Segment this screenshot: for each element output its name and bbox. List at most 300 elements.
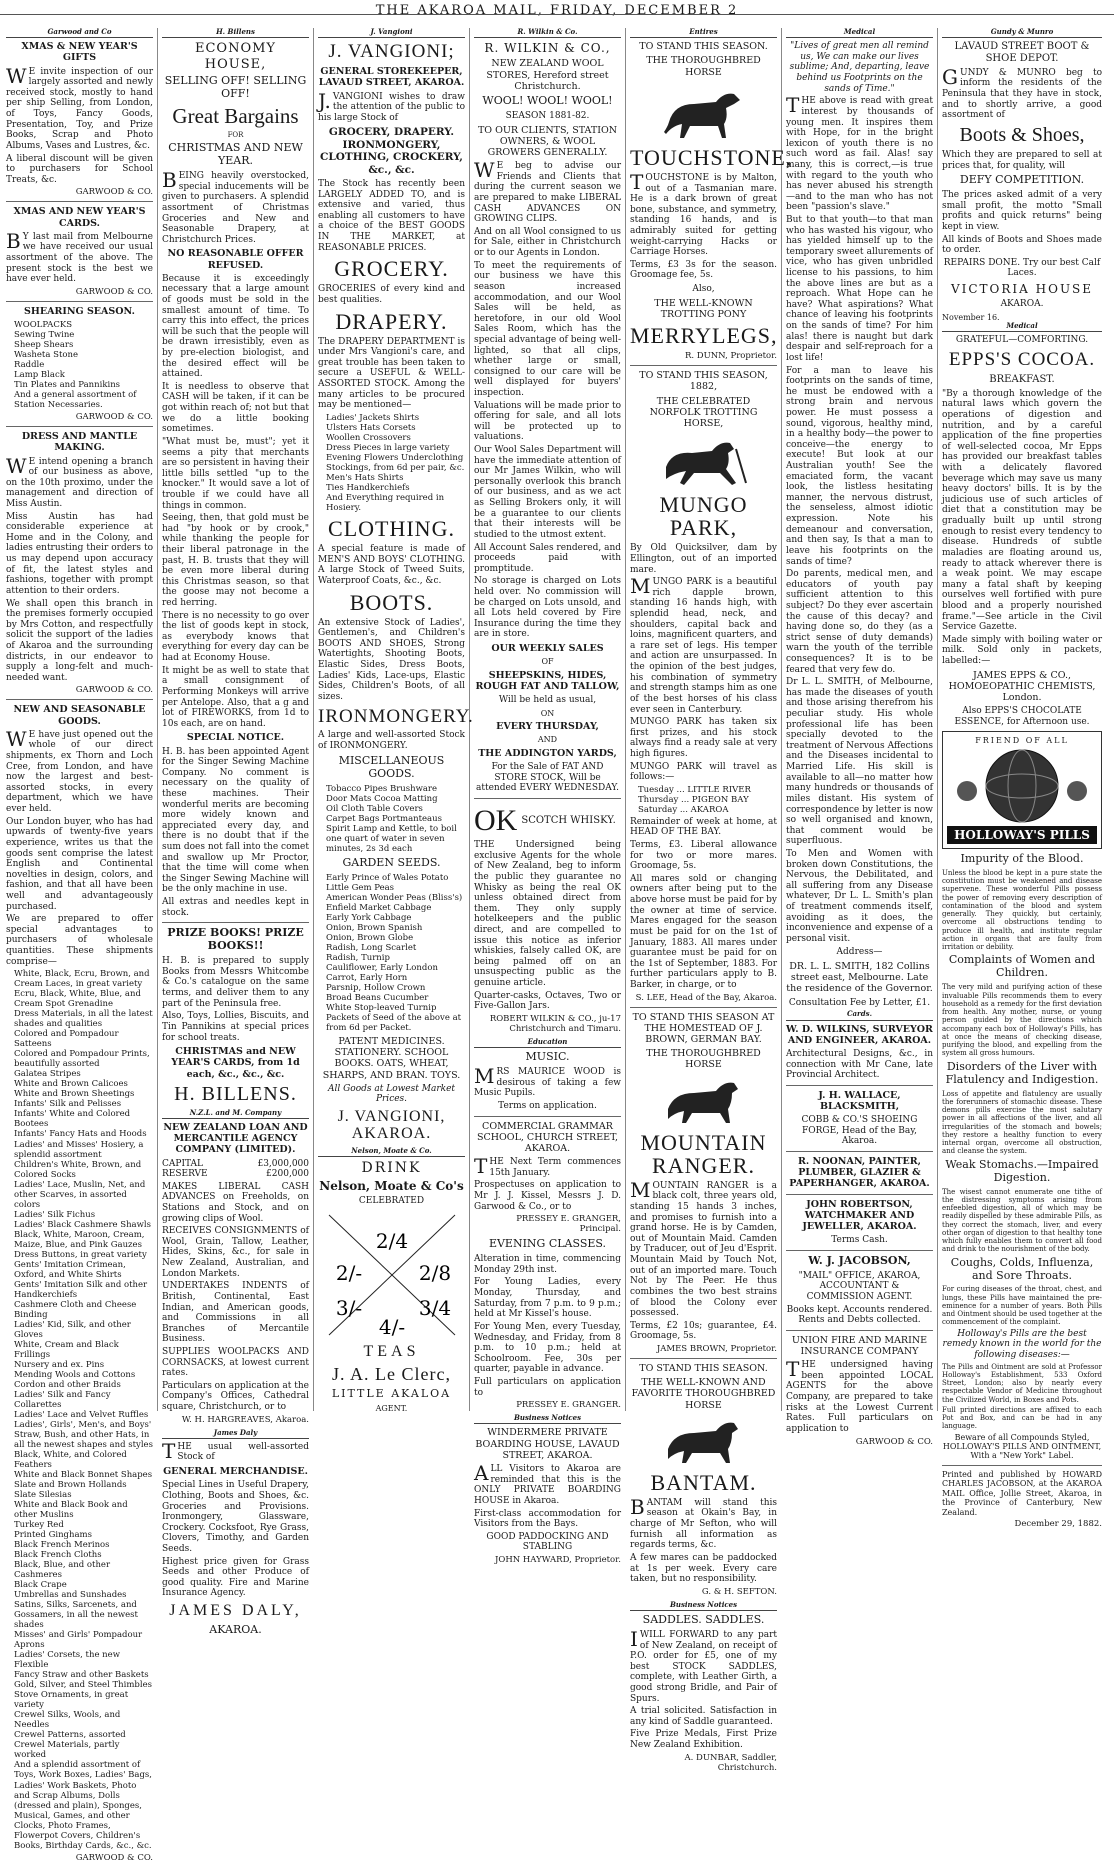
- ad-heading: THE THOROUGHBRED HORSE: [646, 1048, 761, 1071]
- ad-text: GROCERIES of every kind and best qualities.: [318, 284, 465, 305]
- list-item: Ladies' Corsets, the new Flexible: [14, 1650, 120, 1671]
- section-header: Medical: [942, 322, 1102, 332]
- list-item: Slate and Brown Hollands: [14, 1480, 127, 1491]
- ad-text: THE Next Term commences 15th January.: [474, 1154, 621, 1179]
- ad-signature: JOHN HAYWARD, Proprietor.: [494, 1554, 621, 1565]
- ad-text: WE have just opened out the whole of our direct shipments, ex Thorn and Loch Cree, from London, and have now the largest and best-assorted stocks, in every department, which we have ever held.: [6, 726, 153, 815]
- card-heading: J. H. WALLACE, BLACKSMITH,: [818, 1089, 901, 1112]
- ad-heading: XMAS & NEW YEAR'S GIFTS: [21, 41, 138, 64]
- ad-text: For the Sale of FAT AND STORE STOCK, Will be attended EVERY WEDNESDAY.: [475, 761, 619, 794]
- ad-heading: MUSIC.: [525, 1050, 570, 1064]
- list-item: Ecru, Black, White, Blue, and Cream Spot Grenadine: [14, 989, 141, 1010]
- list-item: White and Black Book and other Muslins: [14, 1500, 128, 1521]
- horse-engraving-icon: [654, 1075, 754, 1127]
- list-item: Radish, Turnip: [326, 952, 390, 963]
- ad-text: A trial solicited. Satisfaction in any kind of Saddle guaranteed.: [630, 1706, 777, 1727]
- ad-signature: JAMES EPPS & CO., HOMOEOPATHIC CHEMISTS, London.: [948, 669, 1096, 703]
- firm-name: VICTORIA HOUSE: [950, 281, 1094, 296]
- card-text: Architectural Designs, &c., in connection with Mr Cane, late Provincial Architect.: [786, 1048, 933, 1081]
- list-item: Men's Hats Shirts: [326, 472, 404, 483]
- ad-headline: Boots & Shoes,: [959, 123, 1085, 146]
- ad-signature: JAMES BROWN, Proprietor.: [656, 1343, 777, 1354]
- ad-signature: GARWOOD & CO.: [75, 685, 153, 696]
- ad-text: A few mares can be paddocked at 1s per week. Every care taken, but no responsibility.: [630, 1552, 777, 1585]
- ad-signature: W. H. HARGREAVES, Akaroa.: [181, 1414, 309, 1425]
- list-item: Black Crape: [14, 1580, 67, 1591]
- horse-engraving-icon: [654, 1415, 754, 1467]
- horse-engraving-icon: [654, 82, 754, 142]
- masthead: [0, 0, 1114, 22]
- list-item: Early Prince of Wales Potato: [326, 872, 449, 883]
- list-item: Turkey Red: [14, 1520, 64, 1531]
- column-5: [626, 27, 793, 1773]
- ad-heading: EVERY THURSDAY,: [496, 721, 599, 733]
- list-item: Dress Materials, in all the latest shades and qualities: [14, 1009, 153, 1030]
- ad-text: Unless the blood be kept in a pure state the constitution must be weakened and disease supervene. These wonderful Pills possess the power of removing every description of contamination of the blood and system generally. They quickly, but certainly, overcome all obstructions tending to produce ill health, and institute regular action in organs that are faulty from irritation or debility.: [942, 868, 1102, 952]
- ad-signature: S. LEE, Head of the Bay, Akaroa.: [635, 992, 777, 1003]
- ad-text: For curing diseases of the throat, chest, and lungs, these Pills have maintained the pre-eminence for a number of years. Both Pills and Ointment should be used together at the commencement of the complaint.: [942, 1285, 1102, 1327]
- tea-price: 3/4: [418, 1296, 451, 1321]
- list-item: And a splendid assortment of Toys, Work Boxes, Ladies' Bags, Ladies' Work Baskets, Photo and Scrap Albums, Dolls (dressed and plain), Sponges, Musical, Games, and other Clocks, Photo Frames, Flowerpot Covers, Children's Books, Birthday Cards, &c., &c.: [14, 1760, 152, 1851]
- list-item: Dress Buttons, in great variety: [14, 1249, 147, 1260]
- ad-text: Consultation Fee by Letter, £1.: [788, 997, 931, 1008]
- divider: [162, 922, 309, 923]
- ad-subtitle: GENERAL STOREKEEPER, LAVAUD STREET, AKAROA.: [318, 66, 465, 89]
- ad-heading: TO STAND THIS SEASON.: [639, 41, 768, 53]
- ad-heading: MISCELLANEOUS GOODS.: [338, 753, 445, 780]
- ad-text: Also, Toys, Lollies, Biscuits, and Tin Pannikins at special prices for school treats.: [162, 1011, 309, 1043]
- ad-text: Also EPPS'S CHOCOLATE ESSENCE, for Afternoon use.: [954, 706, 1090, 727]
- ad-text: BEING heavily overstocked, special inducements will be given to purchasers. A splendid assortment of Christmas Groceries and New and Seasonable Drapery, at Christchurch Prices.: [162, 168, 309, 245]
- divider: [474, 1116, 621, 1117]
- column-4: [470, 27, 626, 1565]
- divider: [786, 1250, 933, 1251]
- list-item: Early York Cabbage: [326, 912, 412, 923]
- firm-name: JAMES DALY,: [169, 1601, 302, 1619]
- capital-label: CAPITAL: [162, 1158, 203, 1169]
- reserve-row: [162, 1169, 309, 1180]
- ad-text: MUNGO PARK will travel as follows:—: [630, 761, 777, 783]
- list-item: Ladies' Silk and Fancy Collarettes: [14, 1389, 111, 1410]
- ad-word: TEAS: [363, 1343, 420, 1361]
- ad-text: All mares sold or changing owners after being put to the above horse must be paid for by the owner at time of service. Mares engaged for the season must be paid for on the 1st of January, 1883. All mares under guarantee must be paid for on the 1st of September, 1883. For further particulars apply to B. Barker, in charge, or to: [630, 873, 777, 990]
- ad-headline: BOOTS.: [349, 589, 434, 615]
- ad-heading: DRESS AND MANTLE MAKING.: [21, 431, 138, 454]
- ad-heading: CHRISTMAS and NEW YEAR'S CARDS, from 1d each, &c., &c., &c.: [171, 1046, 300, 1080]
- tea-price: 3/-: [335, 1296, 362, 1321]
- ad-subtitle: NEW ZEALAND WOOL STORES, Hereford street Christchurch.: [486, 58, 609, 92]
- section-header: Nelson, Moate & Co.: [318, 1147, 465, 1157]
- ad-text: Alteration in time, commencing Monday 29th inst.: [474, 1254, 621, 1275]
- list-item: Black French Merinos: [14, 1540, 110, 1551]
- ad-heading: TO STAND THIS SEASON, 1882,: [639, 370, 768, 393]
- goods-list: [6, 969, 153, 1850]
- ad-text: THE undersigned having been appointed LOCAL AGENTS for the above Company, are prepared to take risks at the Lowest Current Rates. Full particulars on application to: [786, 1357, 933, 1434]
- ad-text: For Young Men, every Tuesday, Wednesday, and Friday, from 8 p.m. to 10 p.m.; held at Schoolroom. Fee, 30s per quarter, payable in advance.: [474, 1321, 621, 1375]
- imprint: Printed and published by HOWARD CHARLES JACOBSON, at the AKAROA MAIL Office, Jollie Street, Akaroa, in the Province of Canterbury, New Zealand.: [942, 1469, 1102, 1517]
- ad-text: Our London buyer, who has had upwards of twenty-five years experience, writes us that the goods sent comprise the latest English and Continental novelties in design, colors, and fashion, and that all have been well and advantageously purchased.: [6, 816, 153, 912]
- ad-text: Beware of all Compounds Styled, HOLLOWAY'S PILLS AND OINTMENT, With a "New York" Label.: [942, 1432, 1102, 1461]
- ad-headline: Great Bargains: [172, 103, 299, 128]
- list-item: Satins, Silks, Sarcenets, and Gossamers, in all the newest shades: [14, 1600, 138, 1631]
- horse-name: TOUCHSTONE,: [630, 144, 793, 170]
- divider: [786, 1085, 933, 1086]
- ad-heading: NEW AND SEASONABLE GOODS.: [13, 704, 146, 727]
- list-item: Misses' and Girls' Pompadour Aprons: [14, 1630, 143, 1651]
- list-item: Dress Pieces in large variety: [326, 442, 450, 453]
- ad-text: Do parents, medical men, and educators of youth pay sufficient attention to this subject? Do they ever ascertain the cause of this decay? and having done so, do they (as a strict sense of duty demands) warn the youth of the terrible consequences? It is to be feared that very few do.: [786, 569, 933, 675]
- ad-text: Because it is exceedingly necessary that a large amount of goods must be sold in the smallest amount of time. To carry this into effect, the prices will be such that the people will be drawn irresistibly, even as by pre-election biologist, and the desired effect will be attained.: [162, 273, 309, 380]
- ad-signature: G. & H. SEFTON.: [701, 1586, 777, 1597]
- ad-text: WE beg to advise our Friends and Clients that during the current season we are prepared to make LIBERAL CASH ADVANCES ON GROWING CLIPS.: [474, 158, 621, 225]
- card-text: Books kept. Accounts rendered. Rents and Debts collected.: [786, 1304, 933, 1326]
- horse-name: MOUNTAIN RANGER.: [640, 1129, 767, 1178]
- card-text: Terms Cash.: [831, 1235, 888, 1246]
- list-item: American Wonder Peas (Bliss's): [326, 892, 463, 903]
- ad-text: First-class accommodation for Visitors from the Bays.: [474, 1508, 621, 1530]
- ad-subtitle: SELLING OFF! SELLING OFF!: [164, 73, 307, 100]
- list-item: Radish, Long Scarlet: [326, 942, 417, 953]
- list-item: Fancy Straw and other Baskets: [14, 1670, 149, 1681]
- tea-price: 2/-: [335, 1261, 362, 1286]
- brand-name: Nelson, Moate & Co's: [319, 1179, 464, 1194]
- list-item: Ulsters Hats Corsets: [326, 422, 416, 433]
- list-item: Crewel Silks, Wools, and Needles: [14, 1710, 121, 1731]
- section-header: N.Z.L. and M. Company: [162, 1109, 309, 1119]
- ad-title: J. VANGIONI;: [328, 41, 455, 63]
- column-1: [2, 27, 158, 1863]
- ad-headline: GROCERY.: [334, 256, 449, 282]
- ad-date: November 16.: [942, 312, 1000, 322]
- ad-text: Loss of appetite and flatulency are usually the forerunners of stomachic disease. These demons pills exercise the most salutary power in all affections of the liver, and all irregularities of the stomach and bowels; they restore a healthy function to every internal organ, overcome all obstruction, and cleanse the system.: [942, 1089, 1102, 1156]
- divider: [6, 426, 153, 427]
- ad-text: Full particulars on application to: [474, 1376, 621, 1398]
- ad-text: MUNGO PARK is a beautiful rich dapple brown, standing 16 hands high, with splendid head, neck, and shoulders, capital back and loins, magnificent quarters, and a rare set of legs. His temper and action are unsurpassed. In the opinion of the best judges, his combination of symmetry and strength stamps him as one of the best horses of his class ever seen in Canterbury.: [630, 574, 777, 715]
- card-heading: W. J. JACOBSON,: [808, 1253, 911, 1267]
- ad-title: R. WILKIN & CO.,: [484, 41, 611, 56]
- ad-signature: DR. L. L. SMITH, 182 Collins street east, Melbourne. Late the residence of the Governor.: [786, 961, 933, 995]
- ad-text: The DRAPERY DEPARTMENT is under Mrs Vangioni's care, and great trouble has been taken to secure a USEFUL & WELL-ASSORTED STOCK. Among the many articles to be procured may be mentioned—: [318, 336, 465, 411]
- item-list: [318, 873, 465, 1033]
- ad-heading: THE ADDINGTON YARDS,: [478, 747, 617, 759]
- ad-heading: SHEARING SEASON.: [24, 305, 135, 317]
- ad-heading: NEW ZEALAND LOAN AND MERCANTILE AGENCY COMPANY (LIMITED).: [163, 1121, 308, 1156]
- ad-text: The very mild and purifying action of these invaluable Pills recommends them to every household as a remedy for the first deviation from health. Any mother, nurse, or young person guided by the directions which accompany each box of Holloway's Pills, has at once the means of checking disease, purifying the blood, and expelling from the system all gross humours.: [942, 983, 1102, 1058]
- list-item: Onion, Brown Globe: [326, 932, 414, 943]
- list-item: White and Brown Sheetings: [14, 1089, 135, 1100]
- ad-text: Quarter-casks, Octaves, Two or Five-Gallon Jars.: [474, 990, 621, 1012]
- ad-heading: THE WELL-KNOWN TROTTING PONY: [654, 297, 753, 320]
- ad-text: WE invite inspection of our largely assorted and newly received stock, mostly to hand per ship Selling, from London, of Toys, Fancy Goods, Presentation, Toy, and Prize Books, Scrap and Photo Albums, Vases and Lustres, &c.: [6, 63, 153, 151]
- list-item: Black, Blue, and other Cashmeres: [14, 1560, 111, 1581]
- list-item: Broad Beans Cucumber: [326, 992, 429, 1003]
- ad-heading: Complaints of Women and Children.: [948, 953, 1096, 980]
- list-item: Black French Cloths: [14, 1550, 102, 1561]
- ad-heading: SPECIAL NOTICE.: [186, 732, 285, 744]
- ad-signature: GARWOOD & CO.: [75, 1852, 153, 1863]
- ad-signature: GARWOOD & CO.: [75, 286, 153, 297]
- ad-text: Five Prize Medals, First Prize New Zealand Exhibition.: [630, 1729, 777, 1751]
- schedule-list: [630, 785, 777, 815]
- list-item: Evening Flowers Underclothing: [326, 452, 464, 463]
- column-7: [938, 27, 1106, 1530]
- list-item: White Stop-leaved Turnip: [326, 1002, 437, 1013]
- agent-role: AGENT.: [375, 1403, 408, 1413]
- list-item: Carpet Bags Portmanteaus: [326, 813, 442, 824]
- ad-word: CELEBRATED: [358, 1196, 425, 1207]
- list-item: Ladies' Black Cashmere Shawls: [14, 1219, 151, 1230]
- list-item: Umbrellas and Sunshades: [14, 1590, 127, 1601]
- ad-text: For Young Ladies, every Monday, Thursday, and Saturday, from 7 p.m. to 9 p.m.; held at Mr Kissel's house.: [474, 1277, 621, 1320]
- ad-text: Miss Austin has had considerable experience at Home and in the Colony, and ladies entrusting their orders to us may depend upon accuracy of fit, the latest styles and fashions, together with prompt attention to their orders.: [6, 511, 153, 596]
- list-item: Colored and Pompadour Prints, beautifully assorted: [14, 1049, 150, 1070]
- ad-headline: IRONMONGERY.: [318, 705, 474, 727]
- ad-text: THE Undersigned being exclusive Agents for the whole of New Zealand, beg to inform the public they guarantee no Whisky as being the real OK unless obtained direct from them. They only supply hotelkeepers and the public direct, and are compelled to issue this notice as inferior whiskies, falsely called OK, are being palmed off on an unsuspecting public as the genuine article.: [474, 840, 621, 989]
- ad-text: GUNDY & MUNRO beg to inform the residents of the Peninsula that they have in stock, and to shortly arrive, a good assortment of: [942, 64, 1102, 121]
- list-item: Tobacco Pipes Brushware: [326, 783, 438, 794]
- ad-text: All Account Sales rendered, and proceeds paid with promptitude.: [474, 542, 621, 574]
- ad-heading: WINDERMERE PRIVATE BOARDING HOUSE, LAVAUD STREET, AKAROA.: [475, 1427, 620, 1461]
- logo-banner: FRIEND OF ALL: [975, 736, 1069, 746]
- ad-text: GOOD PADDOCKING AND STABLING: [486, 1531, 609, 1553]
- ad-text: "By a thorough knowledge of the natural laws which govern the operations of digestion and nutrition, and by a careful application of the fine properties of well-selected cocoa, Mr Epps has provided our breakfast tables with a delicately flavored beverage which may save us many heavy doctors' bills. It is by the judicious use of such articles of diet that a constitution may be gradually built up until strong enough to resist every tendency to disease. Hundreds of subtle maladies are floating around us, ready to attack wherever there is a weak point. We may escape many a fatal shaft by keeping ourselves well fortified with pure blood and a properly nourished frame."—See article in the Civil Service Gazette.: [942, 388, 1102, 633]
- ok-whisky-header: [474, 803, 621, 838]
- ad-heading: SHEEPSKINS, HIDES, ROUGH FAT AND TALLOW,: [475, 669, 620, 692]
- list-item: And a general assortment of Station Necessaries.: [14, 390, 137, 411]
- capital-row: [162, 1159, 309, 1170]
- list-item: Colored and Pompadour Satteens: [14, 1029, 119, 1050]
- list-item: Ladies' Lace, Muslin, Net, and other Scarves, in assorted colors: [14, 1179, 146, 1210]
- list-item: Stove Ornaments, in great variety: [14, 1690, 129, 1711]
- ad-word: Address—: [836, 947, 883, 958]
- ad-heading: EVENING CLASSES.: [488, 1237, 607, 1251]
- list-item: Ladies' Kid, Silk, and other Gloves: [14, 1319, 131, 1340]
- logo-wordmark: HOLLOWAY'S PILLS: [947, 826, 1097, 844]
- newspaper-columns: [2, 27, 1112, 1863]
- section-header: Education: [474, 1038, 621, 1048]
- ad-word: AND: [537, 735, 558, 745]
- ad-headline: EPPS'S COCOA.: [948, 349, 1096, 371]
- ad-text: The Pills and Ointment are sold at Professor Holloway's Establishment, 533 Oxford Street, London; also by nearly every respectable Vendor of Medicine throughout the Civilized World, in Boxes and Pots.: [942, 1362, 1102, 1404]
- ad-text: THE above is read with great interest by thousands of young men. It inspires them with Hope, for in the bright lexicon of youth there is no such word as fail. Alas! say many, this is correct,—is true with regard to the youth who has never abused his strength —and to the man who has not been "passion's slave.": [786, 93, 933, 213]
- ad-heading: GARDEN SEEDS.: [342, 855, 441, 869]
- column-3: [314, 27, 474, 1413]
- list-item: WOOLPACKS: [14, 320, 73, 331]
- horse-name: MUNGO PARK,: [659, 492, 748, 541]
- section-header: Gundy & Munro: [942, 28, 1102, 38]
- list-item: Parsnip, Hollow Crown: [326, 982, 426, 993]
- list-item: Saturday ... AKAROA: [638, 804, 729, 815]
- ad-text: IWILL FORWARD to any part of New Zealand, on receipt of P.O. order for £5, one of my best STOCK SADDLES, complete, with Leather Girth, a good strong Bridle, and Pair of Spurs.: [630, 1626, 777, 1704]
- ad-title: ECONOMY HOUSE,: [194, 41, 277, 72]
- divider: [630, 1358, 777, 1359]
- holloway-logo: [942, 731, 1102, 849]
- ad-signature: R. DUNN, Proprietor.: [684, 351, 777, 362]
- ad-text: We shall open this branch in the premises formerly occupied by Mrs Cotton, and respectfully solicit the support of the ladies of Akaroa and the surrounding districts, in our endeavor to supply a long-felt and much-needed want.: [6, 598, 153, 683]
- ad-text: All kinds of Boots and Shoes made to order.: [942, 234, 1102, 256]
- ad-text: A large and well-assorted Stock of IRONMONGERY.: [318, 730, 465, 752]
- ad-heading: WOOL! WOOL! WOOL!: [482, 94, 613, 108]
- ad-headline: CLOTHING.: [328, 516, 455, 542]
- ad-heading: TO STAND THIS SEASON AT THE HOMESTEAD OF J. BROWN, GERMAN BAY.: [632, 1011, 775, 1045]
- ad-heading: Disorders of the Liver with Flatulency and Indigestion.: [945, 1059, 1099, 1086]
- list-item: Infants' White and Colored Bootees: [14, 1109, 131, 1130]
- section-header: Entires: [630, 28, 777, 38]
- ad-text: Seeing, then, that gold must be had "by hook or by crook," while thanking the people for their liberal patronage in the past, H. B. trusts that they will be even more liberal during this Christmas season, so that the goose may not become a red herring.: [162, 513, 309, 609]
- ad-text: The Stock has recently been LARGELY ADDED TO, and is extensive and varied, thus enabling all customers to have a choice of the BEST GOODS IN THE MARKET, at REASONABLE PRICES.: [318, 178, 465, 253]
- ad-text: All extras and needles kept in stock.: [162, 897, 309, 918]
- ad-signature: ROBERT WILKIN & CO., ju-17 Christchurch and Timaru.: [489, 1013, 621, 1034]
- list-item: Stockings, from 6d per pair, &c.: [326, 462, 465, 473]
- ad-heading: TO STAND THIS SEASON.: [639, 1362, 768, 1374]
- ad-heading: COMMERCIAL GRAMMAR SCHOOL, CHURCH STREET, AKAROA.: [476, 1120, 619, 1155]
- ad-heading: Impurity of the Blood.: [960, 852, 1084, 866]
- tea-price: 2/4: [375, 1229, 408, 1254]
- ad-signature: GARWOOD & CO.: [855, 1436, 933, 1447]
- section-header: Business Notices: [630, 1601, 777, 1611]
- reserve-label: RESERVE: [162, 1169, 208, 1180]
- list-item: Nursery and ex. Pins: [14, 1359, 105, 1370]
- firm-name: H. BILLENS.: [174, 1082, 297, 1105]
- ad-text: And on all Wool consigned to us for Sale, either in Christchurch or to our Agents in London.: [474, 226, 621, 259]
- card-heading: W. D. WILKINS, SURVEYOR AND ENGINEER, AKAROA.: [786, 1023, 933, 1046]
- item-list: [318, 413, 465, 513]
- list-item: Oil Cloth Table Covers: [326, 803, 423, 814]
- ad-text: Terms on application.: [498, 1101, 597, 1111]
- agent-name: J. A. Le Clerc,: [332, 1363, 451, 1384]
- ad-text: All Goods at Lowest Market Prices.: [327, 1083, 456, 1105]
- divider: [942, 1465, 1102, 1466]
- ad-text: H. B. has been appointed Agent for the Singer Sewing Machine Company. No comment is necessary on the quality of these machines. Their wonderful merits are becoming more widely known and appreciated every day, and there is no doubt that if the sum does not fall into the comet and swallow up Mr Proctor, that the time will come when the Singer Sewing Machine will be the only machine in use.: [162, 746, 309, 895]
- ad-text: Our Wool Sales Department will have the immediate attention of our Mr James Wilkin, who will personally overlook this branch of our business, and as we act as Selling Brokers only, it will be a guarantee to our clients that their interests will be studied to the utmost extent.: [474, 445, 621, 540]
- divider: [6, 301, 153, 302]
- card-heading: JOHN ROBERTSON, WATCHMAKER AND JEWELLER, AKAROA.: [802, 1198, 917, 1232]
- ad-text: No storage is charged on Lots held over. No commission will be charged on Lots unsold, and all Lots held covered by Fire Insurance during the time they are in store.: [474, 576, 621, 640]
- list-item: Washeta Stone: [14, 350, 78, 361]
- divider: [786, 1151, 933, 1152]
- ad-heading: UNION FIRE AND MARINE INSURANCE COMPANY: [791, 1334, 928, 1358]
- list-item: Cashmere Cloth and Cheese Binding: [14, 1299, 137, 1320]
- ad-text: For a man to leave his footprints on the sands of time, he must be endowed with a strong brain and nervous power. He must possess a sound, vigorous, healthy mind, in a healthy body—the power to conceive—the energy to execute! But look at our Australian youth! See the emaciated form, the vacant look, the listless hesitating manner, the nervous distrust, the senseless, almost idiotic expression. Note his demeanour and conversation, and then say, Is that a man to leave his footprints on the sands of time?: [786, 365, 933, 567]
- section-header: Cards.: [786, 1010, 933, 1020]
- globe-icon: [947, 746, 1097, 826]
- ad-text: J.VANGIONI wishes to draw the attention of the public to his large Stock of: [318, 88, 465, 123]
- ad-text: Special Lines in Useful Drapery, Clothing, Boots and Shoes, &c. Groceries and Provisions. Ironmongery, Glassware, Crockery. Cocksfoot, Rye Grass, Clovers, Timothy, and Garden Seeds.: [162, 1480, 309, 1554]
- list-item: White and Black Bonnet Shapes: [14, 1470, 153, 1481]
- list-item: Slate Silesias: [14, 1490, 72, 1501]
- divider: [6, 201, 153, 202]
- ad-heading: XMAS AND NEW YEAR'S CARDS.: [13, 206, 146, 229]
- ad-signature: PRESSEY E. GRANGER.: [516, 1400, 621, 1411]
- ad-text: A liberal discount will be given to purchasers for School Treats, &c.: [6, 153, 153, 185]
- ad-subtitle: BREAKFAST.: [989, 373, 1055, 385]
- list-item: Thursday ... PIGEON BAY: [638, 794, 749, 805]
- tea-price: 2/8: [418, 1261, 451, 1286]
- divider: [630, 1007, 777, 1008]
- ad-text: It is needless to observe that CASH will be taken, if it can be got within reach of; not but that we do a little booking sometimes.: [162, 381, 309, 435]
- ad-text: SUPPLIES WOOLPACKS AND CORNSACKS, at lowest current rates.: [162, 1346, 309, 1379]
- list-item: Ladies' Silk Fichus: [14, 1209, 96, 1220]
- ad-heading: THE CELEBRATED NORFOLK TROTTING HORSE,: [649, 395, 758, 429]
- card-text: COBB & CO.'S SHOEING FORGE, Head of the Bay, Akaroa.: [801, 1115, 918, 1147]
- list-item: Infants' Silk and Pelisses: [14, 1099, 122, 1110]
- ad-signature: A. DUNBAR, Saddler, Christchurch.: [684, 1752, 777, 1773]
- ad-text: There is no necessity to go over the list of goods kept in stock, as everybody knows that everything for every day can be had at Economy House.: [162, 610, 309, 664]
- ad-heading: OUR WEEKLY SALES: [491, 643, 604, 655]
- ad-text: Made simply with boiling water or milk. Sold only in packets, labelled:—: [942, 634, 1102, 666]
- ad-text: We are prepared to offer special advantages to purchasers of wholesale quantities. These shipments comprise—: [6, 914, 153, 967]
- ad-text: UNDERTAKES INDENTS of British, Continental, East Indian, and American goods, and Commissions in all Branches of Mercantile Business.: [162, 1281, 309, 1345]
- card-heading: R. NOONAN, PAINTER, PLUMBER, GLAZIER & PAPERHANGER, AKAROA.: [789, 1155, 930, 1190]
- ad-heading: THE WELL-KNOWN AND FAVORITE THOROUGHBRED HORSE: [631, 1377, 776, 1411]
- ad-heading: PATENT MEDICINES. STATIONERY. SCHOOL BOOKS. OATS, WHEAT, SHARPS, AND BRAN. TOYS.: [322, 1035, 461, 1081]
- list-item: Gents' Imitation Crimean, Oxford, and White Shirts: [14, 1259, 126, 1280]
- ad-heading: NO REASONABLE OFFER REFUSED.: [167, 248, 304, 271]
- ad-text: RECEIVES CONSIGNMENTS of Wool, Grain, Tallow, Leather, Hides, Skins, &c., for sale in New Zealand, Australian, and London Markets.: [162, 1226, 309, 1279]
- list-item: Cordon and other Braids: [14, 1379, 121, 1390]
- ad-title: LAVAUD STREET BOOT & SHOE DEPOT.: [954, 41, 1090, 65]
- divider: [786, 1330, 933, 1331]
- ad-text: WE intend opening a branch of our business as above, on the 10th proximo, under the management and direction of Miss Austin.: [6, 453, 153, 510]
- ad-text: BY last mail from Melbourne we have received our usual assortment of the above. The present stock is the best we have ever held.: [6, 228, 153, 285]
- ad-text: Holloway's Pills are the best remedy known in the world for the following diseases:—: [942, 1328, 1102, 1360]
- ad-subtitle: CHRISTMAS AND NEW YEAR.: [168, 141, 303, 168]
- ad-word: ON: [540, 708, 555, 718]
- list-item: Children's White, Brown, and Colored Socks: [14, 1159, 142, 1180]
- ad-text: H. B. is prepared to supply Books from Messrs Whitcombe & Co.'s catalogue on the same terms, and deliver them to any part of the Peninsula free.: [162, 956, 309, 1009]
- ad-text: But to that youth—to that man who has wasted his vigour, who has yielded himself up to the temporary sweet allurements of vice, who has given unbridled license to his passions, to him the above lines are but as a reproach. What Hope can he have? What aspirations? What chance of leaving his footprints on the sands of time? For him alas! there is naught but dark despair and self-reproach for a lost life!: [786, 215, 933, 363]
- list-item: Ladies' Lace and Velvet Ruffles: [14, 1409, 149, 1420]
- ad-text: An extensive Stock of Ladies', Gentlemen's, and Children's BOOTS AND SHOES, Strong Watertights, Shooting Boots, Elastic Sides, Dress Boots, Ladies' Kids, Lace-ups, Elastic Sides, Children's Boots, of all sizes.: [318, 617, 465, 702]
- list-item: Cauliflower, Early London: [326, 962, 438, 973]
- ad-text: By Old Quicksilver, dam by Ellington, out of an imported mare.: [630, 543, 777, 575]
- place-name: AKAROA.: [1000, 299, 1044, 310]
- list-item: Black, White, and Colored Feathers: [14, 1449, 127, 1470]
- ad-heading: SEASON 1881-82.: [505, 110, 590, 121]
- ad-text: BANTAM will stand this season at Okain's Bay, in charge of Mr Sefton, who will furnish all information as regards terms, &c.: [630, 1494, 777, 1551]
- ad-heading: Weak Stomachs.—Impaired Digestion.: [945, 1157, 1099, 1184]
- quoted-verse: "Lives of great men all remind us, We can make our lives sublime; And, departing, leave behind us Footprints on the sands of Time.": [789, 41, 930, 94]
- list-item: And Everything required in Hosiery.: [326, 492, 445, 513]
- ad-text: Particulars on application at the Company's Offices, Cathedral square, Christchurch, or to: [162, 1380, 309, 1412]
- list-item: Sewing Twine: [14, 330, 75, 341]
- ad-text: REPAIRS DONE. Try our best Calf Laces.: [943, 257, 1101, 279]
- column-2: [158, 27, 314, 1636]
- list-item: Packets of Seed of the above at from 6d per Packet.: [326, 1012, 462, 1033]
- list-item: Black, White, Maroon, Cream, Maize, Blue, and Pink Gauzes: [14, 1229, 145, 1250]
- ad-text: Terms, £3 3s for the season. Groomage fee, 5s.: [630, 259, 777, 281]
- place-name: AKAROA.: [209, 1622, 262, 1636]
- list-item: Printed Ginghams: [14, 1530, 92, 1541]
- ad-heading: PRIZE BOOKS! PRIZE BOOKS!!: [167, 926, 304, 953]
- list-item: Galatea Stripes: [14, 1069, 81, 1080]
- ad-text: Remainder of week at home, at HEAD OF THE BAY.: [630, 816, 777, 838]
- list-item: Sheep Shears: [14, 340, 74, 351]
- list-item: Carrot, Early Horn: [326, 972, 408, 983]
- ad-text: "What must be, must"; yet it seems a pity that merchants are so persistent in having their little bills settled "up to the knocker." It would save a lot of trouble if we could have all things in common.: [162, 436, 309, 511]
- list-item: Crewel Patterns, assorted: [14, 1730, 126, 1741]
- agent-place: LITTLE AKALOA: [331, 1386, 452, 1400]
- list-item: Lamp Black: [14, 370, 65, 381]
- ad-text: Will be held as usual,: [498, 695, 597, 706]
- item-list: [6, 320, 153, 410]
- ad-text: MOUNTAIN RANGER is a black colt, three years old, standing 15 hands 3 inches, and promises to furnish into a grand horse. He is by Camden, out of Mountain Maid. Camden by Traducer, out of Jeu d'Esprit. Mountain Maid by Touch Not, out of an imported mare. Touch Not by The Peer. He thus combines the two best strains of blood the Colony ever possessed.: [630, 1177, 777, 1319]
- ad-text: The wisest cannot enumerate one tithe of the distressing symptoms arising from enfeebled digestion, all of which may be readily dispelled by these admirable Pills, as they correct the stomach, liver, and every other organ of digestion to that healthy tone which fully enables them to convert all food and drink to the nourishment of the body.: [942, 1187, 1102, 1254]
- imprint-date: December 29, 1882.: [1014, 1519, 1102, 1530]
- ad-text: Valuations will be made prior to offering for sale, and all lots will be protected up to valuations.: [474, 400, 621, 443]
- section-header: R. Wilkin & Co.: [474, 28, 621, 38]
- list-item: Gents' Imitation Silk and other Handkerchiefs: [14, 1279, 148, 1300]
